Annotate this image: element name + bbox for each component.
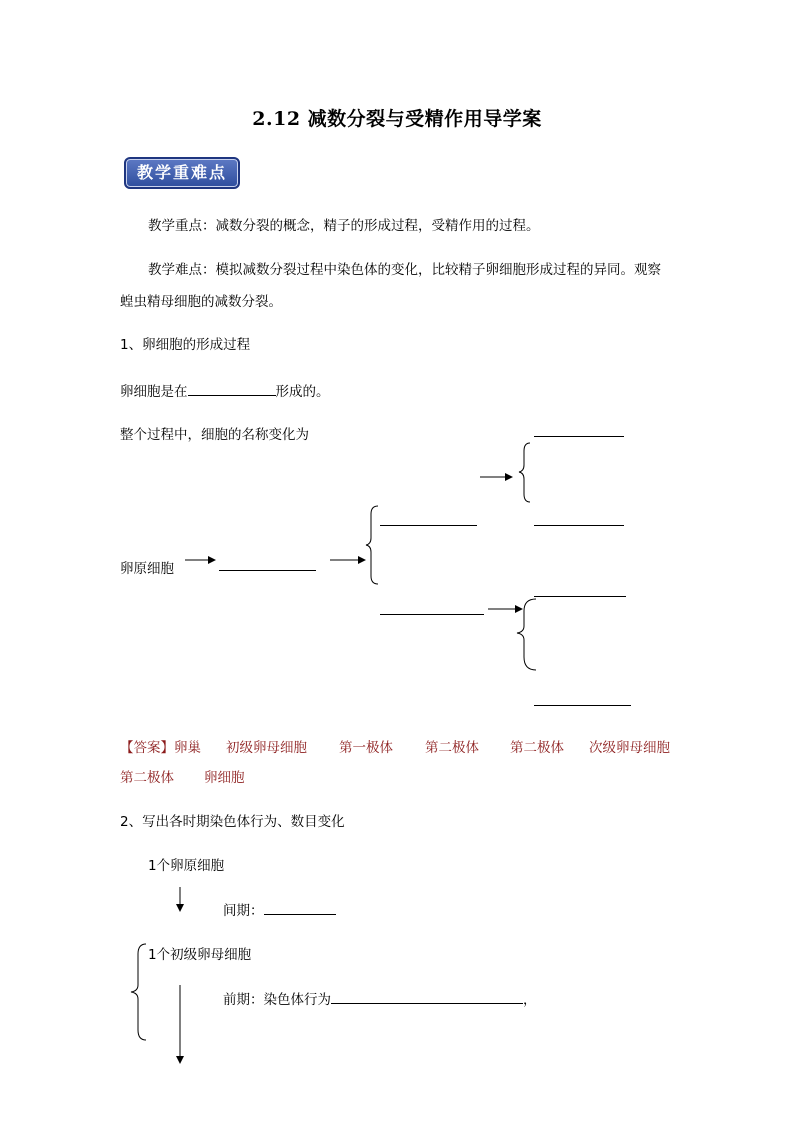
q2-start: 1个卵原细胞 bbox=[148, 858, 225, 874]
q1-line2: 整个过程中，细胞的名称变化为 bbox=[120, 427, 309, 443]
answer-item: 第二极体 bbox=[425, 740, 479, 756]
answer-item: 次级卵母细胞 bbox=[589, 740, 670, 756]
difficult-points-line1: 教学难点：模拟减数分裂过程中染色体的变化，比较精子卵细胞形成过程的异同。观察 bbox=[148, 262, 661, 278]
q1-suffix: 形成的。 bbox=[275, 384, 330, 400]
prophase-suffix: ， bbox=[523, 992, 537, 1008]
blank-prophase[interactable] bbox=[331, 989, 523, 1004]
key-points: 教学重点：减数分裂的概念，精子的形成过程，受精作用的过程。 bbox=[148, 218, 540, 234]
answer-line1 bbox=[120, 736, 201, 756]
blank-interphase[interactable] bbox=[264, 900, 336, 915]
answer-item: 初级卵母细胞 bbox=[226, 740, 307, 756]
q1-heading: 1、卵细胞的形成过程 bbox=[120, 337, 251, 353]
page-title: 2.12 减数分裂与受精作用导学案 bbox=[252, 108, 542, 130]
q2-heading: 2、写出各时期染色体行为、数目变化 bbox=[120, 814, 345, 830]
brace-2 bbox=[519, 443, 530, 502]
q1-prefix: 卵细胞是在 bbox=[120, 384, 188, 400]
answer-item: 第二极体 bbox=[510, 740, 564, 756]
answer-item: 第二极体 bbox=[120, 770, 174, 786]
prophase-label: 前期：染色体行为 bbox=[223, 992, 331, 1008]
q2-prophase bbox=[223, 988, 537, 1008]
brace-3 bbox=[517, 599, 536, 670]
interphase-label: 间期： bbox=[223, 903, 264, 919]
answer-item: 第一极体 bbox=[339, 740, 393, 756]
section-badge: 教学重难点 bbox=[124, 157, 240, 189]
answer-prefix: 【答案】卵巢 bbox=[120, 740, 201, 756]
answer-item: 卵细胞 bbox=[204, 770, 245, 786]
q2-interphase bbox=[223, 899, 336, 919]
brace-1 bbox=[366, 506, 378, 584]
brace-4 bbox=[131, 944, 146, 1040]
q2-primary: 1个初级卵母细胞 bbox=[148, 947, 252, 963]
diagram-start-label: 卵原细胞 bbox=[120, 561, 174, 577]
difficult-points-line2: 蝗虫精母细胞的减数分裂。 bbox=[120, 294, 282, 310]
